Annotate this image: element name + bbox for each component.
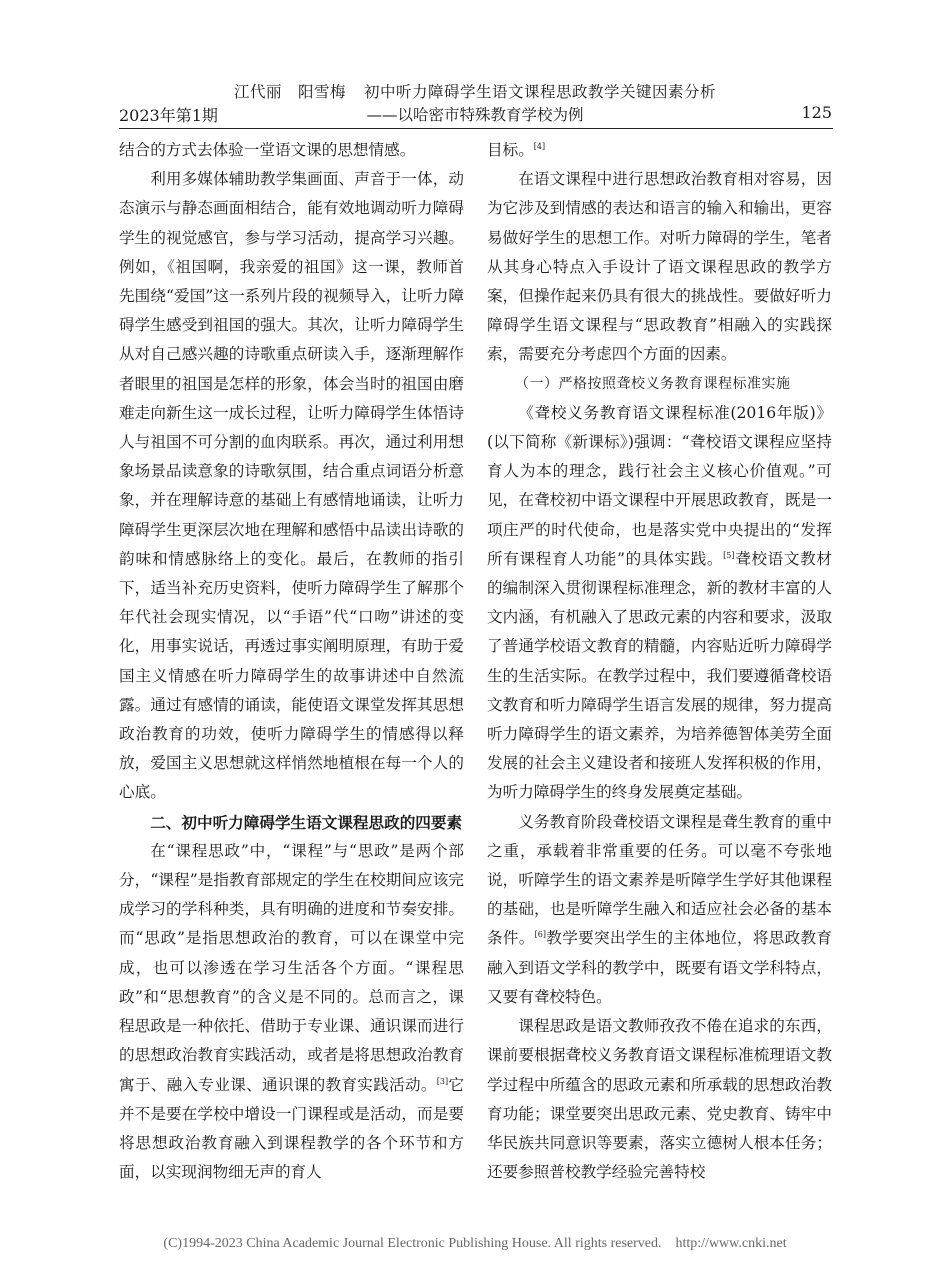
paragraph: 目标。[4]: [487, 141, 546, 159]
citation-6: [6]: [534, 930, 547, 940]
right-column: [487, 136, 832, 1187]
header-authors: 江代丽 阳雪梅: [233, 83, 346, 101]
journal-issue: 2023年第1期: [119, 106, 218, 125]
paragraph: 课程思政是语文教师孜孜不倦在追求的东西，课前要根据聋校义务教育语文课程标准梳理语文教学过程中所蕴含的思政元素和所承载的思想政治教育功能；课堂要突出思政元素、党史教育、铸牢中华民族共同意识等要素，落实立德树人根本任务；还要参照普校教学经验完善特校: [487, 1017, 832, 1182]
citation-3: [3]: [436, 1076, 449, 1086]
header-title: 初中听力障碍学生语文课程思政教学关键因素分析: [364, 83, 717, 101]
footer-url[interactable]: http://www.cnki.net: [675, 1236, 787, 1251]
running-header: [0, 80, 950, 102]
page-number: 125: [801, 103, 832, 122]
citation-5: [5]: [723, 550, 735, 560]
paragraph: 《聋校义务教育语文课程标准(2016年版)》(以下简称《新课标》)强调：“聋校语文课程应坚持育人为本的理念，践行社会主义核心价值观。”可见，在聋校初中语文课程中开展思政教育，既是一项庄严的时代使命，也是落实党中央提出的“发挥所有课程育人功能”的具体实践。[5]聋校语文教材的编制深入贯彻课程标准理念，新的教材丰富的人文内涵，有机融入了思政元素的内容和要求，汲取了普通学校语文教育的精髓，内容贴近听力障碍学生的生活实际。在教学过程中，我们要遵循聋校语文教育和听力障碍学生语言发展的规律，努力提高听力障碍学生的语文素养，为培养德智体美劳全面发展的社会主义建设者和接班人发挥积极的作用，为听力障碍学生的终身发展奠定基础。: [487, 403, 832, 802]
header-divider: [119, 128, 833, 129]
paragraph: 结合的方式去体验一堂语文课的思想情感。: [119, 141, 416, 159]
left-column: [119, 136, 464, 1187]
copyright-notice: (C)1994-2023 China Academic Journal Electronic Publishing House. All rights reserved.: [163, 1236, 662, 1251]
paragraph: 利用多媒体辅助教学集画面、声音于一体，动态演示与静态画面相结合，能有效地调动听力障碍学生的视觉感官，参与学习活动，提高学习兴趣。例如，《祖国啊，我亲爱的祖国》这一课，教师首先围绕“爱国”这一系列片段的视频导入，让听力障碍学生感受到祖国的强大。其次，让听力障碍学生从对自己感兴趣的诗歌重点研读入手，逐渐理解作者眼里的祖国是怎样的形象，体会当时的祖国由磨难走向新生这一成长过程，让听力障碍学生体悟诗人与祖国不可分割的血肉联系。再次，通过利用想象场景品读意象的诗歌氛围，结合重点词语分析意象，并在理解诗意的基础上有感情地诵读，让听力障碍学生更深层次地在理解和感悟中品读出诗歌的韵味和情感脉络上的变化。最后，在教师的指引下，适当补充历史资料，使听力障碍学生了解那个年代社会现实情况，以“手语”代“口吻”讲述的变化，用事实说话，再透过事实阐明原理，有助于爱国主义情感在听力障碍学生的故事讲述中自然流露。通过有感情的诵读，能使语文课堂发挥其思想政治教育的功效，使听力障碍学生的情感得以释放，爱国主义思想就这样悄然地植根在每一个人的心底。: [119, 170, 464, 802]
paragraph: 在语文课程中进行思想政治教育相对容易，因为它涉及到情感的表达和语言的输入和输出，更容易做好学生的思想工作。对听力障碍的学生，笔者从其身心特点入手设计了语文课程思政的教学方案，但操作起来仍具有很大的挑战性。要做好听力障碍学生语文课程与“思政教育”相融入的实践探索，需要充分考虑四个方面的因素。: [487, 170, 832, 364]
header-subtitle: ——以哈密市特殊教育学校为例: [366, 106, 584, 124]
paragraph: 义务教育阶段聋校语文课程是聋生教育的重中之重，承载着非常重要的任务。可以毫不夸张地说，听障学生的语文素养是听障学生学好其他课程的基础，也是听障学生融入和适应社会必备的基本条件。[6]教学要突出学生的主体地位，将思政教育融入到语文学科的教学中，既要有语文学科特点，又要有聋校特色。: [487, 812, 832, 1006]
section-heading: 二、初中听力障碍学生语文课程思政的四要素: [150, 812, 463, 832]
citation-4: [4]: [533, 141, 546, 151]
paragraph: 在“课程思政”中，“课程”与“思政”是两个部分，“课程”是指教育部规定的学生在校期间应该完成学习的学科种类，具有明确的进度和节奏安排。而“思政”是指思想政治的教育，可以在课堂中完成，也可以渗透在学习生活各个方面。“课程思政”和“思想教育”的含义是不同的。总而言之，课程思政是一种依托、借助于专业课、通识课而进行的思想政治教育实践活动，或者是将思想政治教育寓于、融入专业课、通识课的教育实践活动。[3]它并不是要在学校中增设一门课程或是活动，而是要将思想政治教育融入到课程教学的各个环节和方面，以实现润物细无声的育人: [119, 841, 464, 1182]
subsection-heading: （一）严格按照聋校义务教育课程标准实施: [515, 375, 791, 392]
footer: [0, 1236, 950, 1252]
